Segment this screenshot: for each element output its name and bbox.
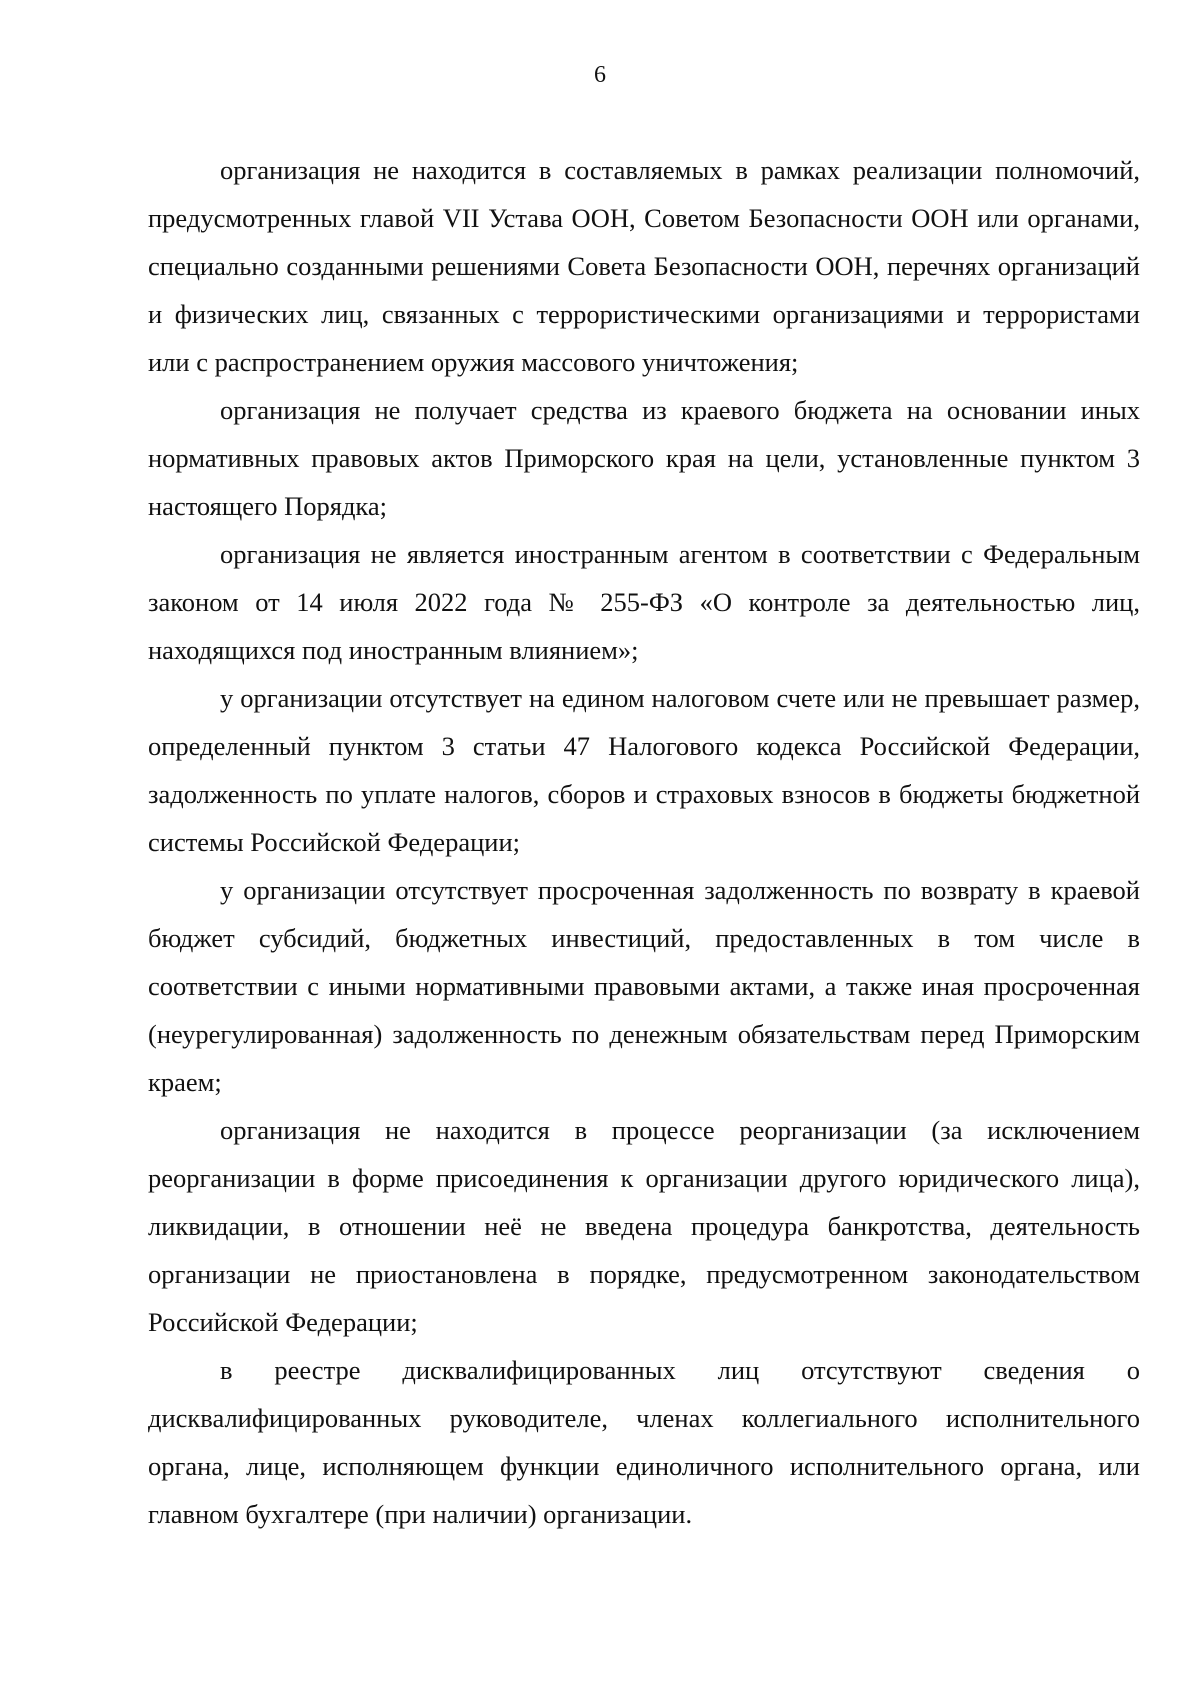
paragraph-no-other-budget-funds: организация не получает средства из краевого бюджета на основании иных нормативных правовых актов Приморского края на цели, установленные пунктом 3 настоящего Порядка;	[148, 395, 1140, 521]
page-number: 6	[594, 62, 606, 88]
document-body	[148, 146, 1140, 1538]
paragraph-not-foreign-agent: организация не является иностранным агентом в соответствии с Федеральным законом от 14 июля 2022 года № 255-ФЗ «О контроле за деятельностью лиц, находящихся под иностранным влиянием»;	[148, 539, 1140, 665]
paragraph-no-reorganization: организация не находится в процессе реорганизации (за исключением реорганизации в форме присоединения к организации другого юридического лица), ликвидации, в отношении неё не введена процедура банкротства, деятельность организации не приостановлена в порядке, предусмотренном законодательством Российской Федерации;	[148, 1115, 1140, 1337]
paragraph-un-sanctions-lists: организация не находится в составляемых в рамках реализации полномочий, предусмотренных главой VII Устава ООН, Советом Безопасности ООН или органами, специально созданными решениями Совета Безопасности ООН, перечнях организаций и физических лиц, связанных с террористическими организациями и террористами или с распространением оружия массового уничтожения;	[148, 155, 1140, 377]
paragraph-disqualified-persons: в реестре дисквалифицированных лиц отсутствуют сведения о дисквалифицированных руководителе, членах коллегиального исполнительного органа, лице, исполняющем функции единоличного исполнительного органа, или главном бухгалтере (при наличии) организации.	[148, 1355, 1140, 1529]
paragraph-overdue-debt: у организации отсутствует просроченная задолженность по возврату в краевой бюджет субсидий, бюджетных инвестиций, предоставленных в том числе в соответствии с иными нормативными правовыми актами, а также иная просроченная (неурегулированная) задолженность по денежным обязательствам перед Приморским краем;	[148, 875, 1140, 1097]
paragraph-tax-debt: у организации отсутствует на едином налоговом счете или не превышает размер, определенный пунктом 3 статьи 47 Налогового кодекса Российской Федерации, задолженность по уплате налогов, сборов и страховых взносов в бюджеты бюджетной системы Российской Федерации;	[148, 683, 1140, 857]
